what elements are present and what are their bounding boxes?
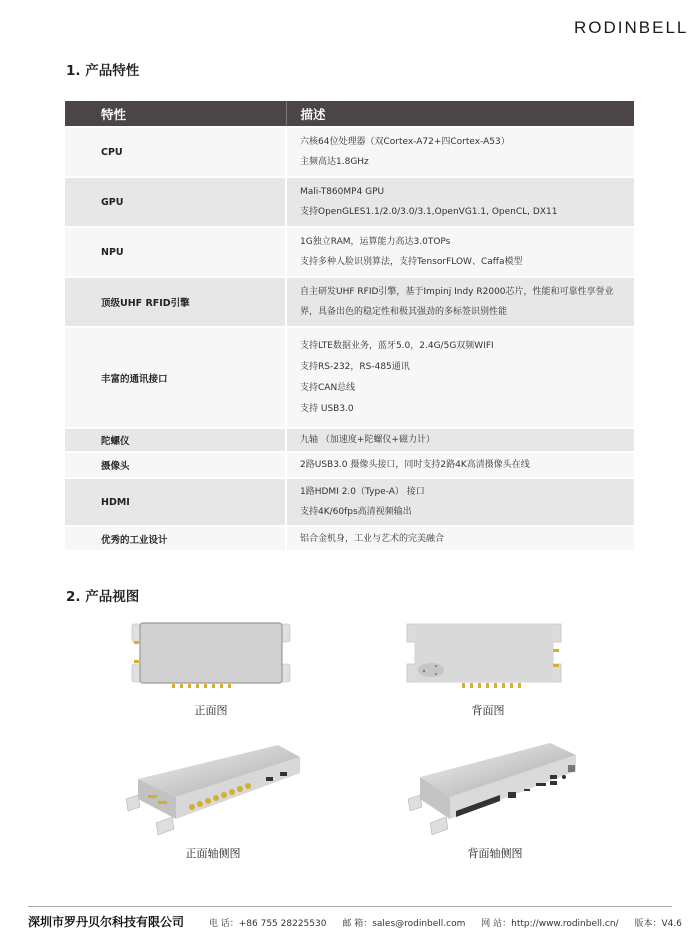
description-line: 自主研发UHF RFID引擎，基于Impinj Indy R2000芯片，性能和可靠性享誉业 xyxy=(300,287,614,297)
table-header-row xyxy=(65,101,634,127)
description-line: 支持RS-232，RS-485通讯 xyxy=(300,361,410,372)
feature-cell: NPU xyxy=(65,227,286,277)
product-view-front xyxy=(126,620,296,718)
description-line: 支持CAN总线 xyxy=(300,382,356,393)
description-cell xyxy=(286,327,634,428)
table-row xyxy=(65,428,634,452)
table-row xyxy=(65,526,634,550)
footer-divider xyxy=(28,906,672,907)
back-view-image xyxy=(403,620,573,692)
description-line: 支持 USB3.0 xyxy=(300,403,354,414)
footer-website[interactable]: 网 站：http://www.rodinbell.cn/ xyxy=(481,919,619,929)
description-line: 支持4K/60fps高清视频输出 xyxy=(300,507,412,517)
feature-cell: HDMI xyxy=(65,478,286,526)
section-title-product-views: 2. 产品视图 xyxy=(66,589,140,605)
table-row xyxy=(65,327,634,428)
description-line: 九轴 （加速度+陀螺仪+磁力计） xyxy=(300,435,435,445)
description-cell xyxy=(286,177,634,227)
feature-cell: 摄像头 xyxy=(65,452,286,478)
feature-cell: 陀螺仪 xyxy=(65,428,286,452)
product-view-back-isometric xyxy=(400,737,590,861)
description-line: 1G独立RAM，运算能力高达3.0TOPs xyxy=(300,237,451,247)
front-isometric-image xyxy=(118,737,308,835)
feature-cell: 顶级UHF RFID引擎 xyxy=(65,277,286,327)
footer-phone: 电 话：+86 755 28225530 xyxy=(208,919,327,929)
description-line: 铝合金机身，工业与艺术的完美融合 xyxy=(300,533,445,544)
table-row xyxy=(65,127,634,177)
table-row xyxy=(65,227,634,277)
table-row xyxy=(65,277,634,327)
description-line: 1路HDMI 2.0（Type-A） 接口 xyxy=(300,487,425,497)
description-line: 2路USB3.0 摄像头接口，同时支持2路4K高清摄像头在线 xyxy=(300,460,530,470)
description-cell xyxy=(286,428,634,452)
description-line: 界，具备出色的稳定性和极其强劲的多标签识别性能 xyxy=(300,307,508,317)
description-line: 六核64位处理器（双Cortex-A72+四Cortex-A53） xyxy=(300,137,510,147)
footer-email[interactable]: 邮 箱：sales@rodinbell.com xyxy=(342,919,466,929)
feature-cell: GPU xyxy=(65,177,286,227)
caption-back-isometric-view: 背面轴侧图 xyxy=(467,847,523,860)
company-logo: RODINBELL xyxy=(574,18,689,37)
footer-version: 版本：V4.6 xyxy=(634,919,682,929)
features-table xyxy=(65,101,634,550)
feature-cell: CPU xyxy=(65,127,286,177)
product-view-front-isometric xyxy=(118,737,308,861)
column-header-description: 描述 xyxy=(286,101,634,127)
description-line: 支持LTE数据业务，蓝牙5.0，2.4G/5G双频WIFI xyxy=(300,340,494,351)
caption-back-view: 背面图 xyxy=(471,704,505,717)
description-cell xyxy=(286,227,634,277)
description-cell xyxy=(286,452,634,478)
description-line: 支持多种人脸识别算法，支持TensorFLOW、Caffa模型 xyxy=(300,257,523,267)
caption-front-isometric-view: 正面轴侧图 xyxy=(185,847,241,860)
description-line: 支持OpenGLES1.1/2.0/3.0/3.1,OpenVG1.1, OpenCL, DX11 xyxy=(300,207,558,217)
caption-front-view: 正面图 xyxy=(194,704,228,717)
table-row xyxy=(65,478,634,526)
section-title-features: 1. 产品特性 xyxy=(66,63,140,79)
description-cell xyxy=(286,277,634,327)
description-line: 主频高达1.8GHz xyxy=(300,157,369,167)
table-row xyxy=(65,177,634,227)
feature-cell: 丰富的通讯接口 xyxy=(65,327,286,428)
page-footer xyxy=(28,913,682,930)
feature-cell: 优秀的工业设计 xyxy=(65,526,286,550)
back-isometric-image xyxy=(400,737,590,835)
table-row xyxy=(65,452,634,478)
front-view-image xyxy=(126,620,296,692)
company-name: 深圳市罗丹贝尔科技有限公司 xyxy=(28,915,185,929)
description-line: Mali-T860MP4 GPU xyxy=(300,187,385,197)
column-header-feature: 特性 xyxy=(65,101,286,127)
description-cell xyxy=(286,127,634,177)
description-cell xyxy=(286,526,634,550)
product-view-back xyxy=(403,620,573,718)
description-cell xyxy=(286,478,634,526)
